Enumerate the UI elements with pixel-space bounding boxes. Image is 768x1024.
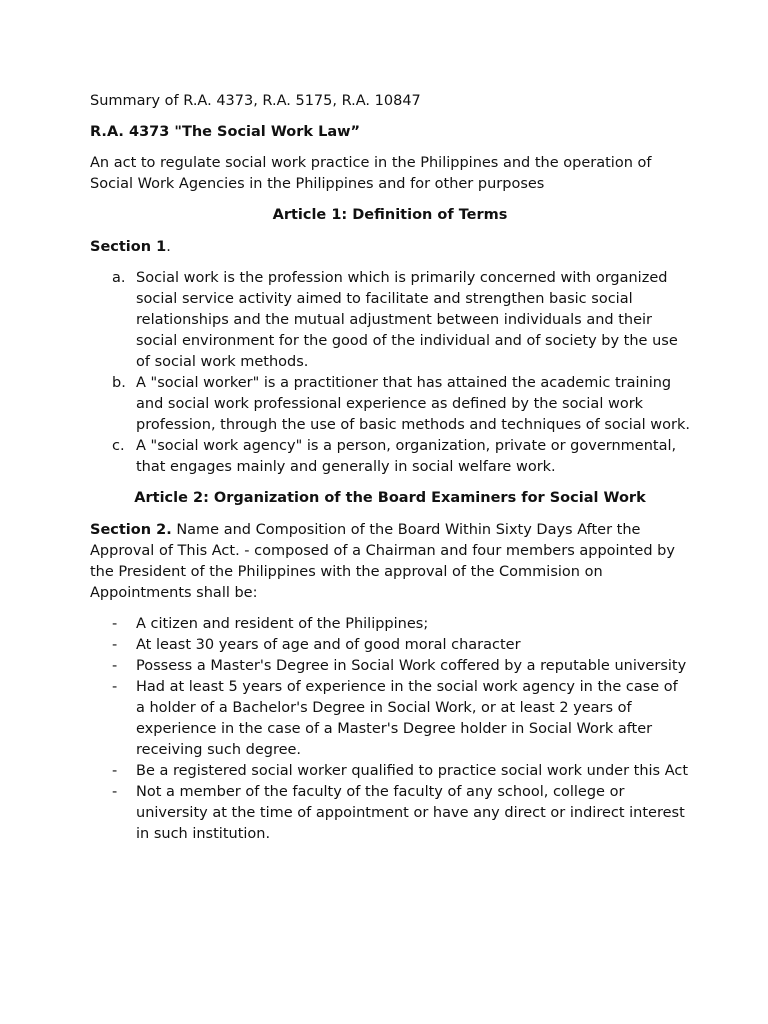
list-item-text: Had at least 5 years of experience in the social work agency in the case of a holder of a Bachelor's Degree in Social Work, or at least 2 years of experience in the case of a Master's Degree holder in Social Work after receiving such degree. xyxy=(136,679,678,758)
list-item xyxy=(90,677,690,761)
section-2-paragraph xyxy=(90,520,690,604)
list-item xyxy=(90,761,690,782)
list-item xyxy=(90,436,690,478)
list-item xyxy=(90,635,690,656)
list-item-text: At least 30 years of age and of good moral character xyxy=(136,637,521,653)
list-item xyxy=(90,782,690,845)
list-item xyxy=(90,614,690,635)
list-item-text: Not a member of the faculty of the faculty of any school, college or university at the time of appointment or have any direct or indirect interest in such institution. xyxy=(136,784,685,842)
list-item-text: A citizen and resident of the Philippines; xyxy=(136,616,429,632)
list-item-text: Be a registered social worker qualified to practice social work under this Act xyxy=(136,763,689,779)
article-2-heading: Article 2: Organization of the Board Examiners for Social Work xyxy=(134,490,646,506)
list-marker: b. xyxy=(112,375,126,391)
list-marker: a. xyxy=(112,270,126,286)
document-page xyxy=(90,91,690,845)
summary-title: Summary of R.A. 4373, R.A. 5175, R.A. 10847 xyxy=(90,93,421,109)
list-marker: - xyxy=(112,637,118,653)
list-item xyxy=(90,656,690,677)
list-item-text: A "social worker" is a practitioner that has attained the academic training and social work professional experience as defined by the social work profession, through the use of basic methods and techniques of social work. xyxy=(136,375,691,433)
definitions-list xyxy=(90,268,690,478)
list-marker: c. xyxy=(112,438,125,454)
list-item-text: Possess a Master's Degree in Social Work coffered by a reputable university xyxy=(136,658,687,674)
law-title: R.A. 4373 "The Social Work Law” xyxy=(90,124,361,140)
section-1-title: Section 1 xyxy=(90,239,167,255)
list-marker: - xyxy=(112,679,118,695)
section-1-suffix: . xyxy=(166,239,171,255)
list-marker: - xyxy=(112,616,118,632)
list-marker: - xyxy=(112,763,118,779)
section-2-title: Section 2. xyxy=(90,522,172,538)
list-item-text: Social work is the profession which is primarily concerned with organized social service activity aimed to facilitate and strengthen basic social relationships and the mutual adjustment between individuals and their social environment for the good of the individual and of society by the use of social work methods. xyxy=(136,270,678,370)
section-1-label xyxy=(90,237,690,258)
qualifications-list xyxy=(90,614,690,845)
list-item xyxy=(90,373,690,436)
list-item xyxy=(90,268,690,373)
section-2-text: Name and Composition of the Board Within Sixty Days After the Approval of This Act. - composed of a Chairman and four members appointed by the President of the Philippines with the approval of the Commision on Appointments shall be: xyxy=(90,522,675,601)
list-marker: - xyxy=(112,784,118,800)
article-1-heading: Article 1: Definition of Terms xyxy=(272,207,508,223)
list-item-text: A "social work agency" is a person, organization, private or governmental, that engages mainly and generally in social welfare work. xyxy=(136,438,677,475)
list-marker: - xyxy=(112,658,118,674)
law-intro-paragraph: An act to regulate social work practice in the Philippines and the operation of Social Work Agencies in the Philippines and for other purposes xyxy=(90,155,652,192)
